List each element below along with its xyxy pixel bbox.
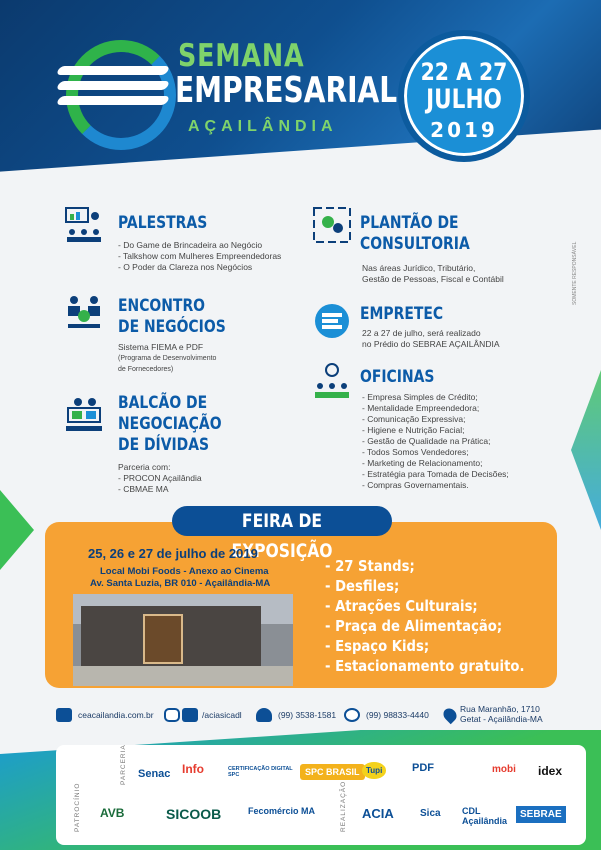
text-line: Nas áreas Jurídico, Tributário,	[362, 263, 476, 273]
list-item: - Gestão de Qualidade na Prática;	[362, 436, 491, 446]
logo-cdl: CDL Açailândia	[462, 806, 508, 826]
logo-tupi: Tupi	[362, 762, 386, 779]
consulting-icon	[312, 206, 352, 244]
plantao-title-2: CONSULTORIA	[360, 234, 470, 254]
title-empresarial: EMPRESARIAL	[175, 70, 398, 111]
palestras-list	[118, 240, 281, 273]
logo-fecomercio: Fecomércio MA	[248, 806, 316, 816]
palestras-title: PALESTRAS	[118, 213, 208, 233]
empretec-text	[362, 328, 500, 350]
date-month: JULHO	[426, 84, 502, 115]
label-parceria: PARCERIA	[120, 744, 127, 785]
list-item: - Mentalidade Empreendedora;	[362, 403, 480, 413]
social-text: /aciasicadl	[202, 710, 242, 720]
feira-date: 25, 26 e 27 de julho de 2019	[88, 546, 258, 561]
list-item: - Espaço Kids;	[325, 637, 430, 655]
balcao-title-2: NEGOCIAÇÃO	[118, 414, 222, 434]
text-line: no Prédio do SEBRAE AÇAILÂNDIA	[362, 339, 500, 349]
list-item: - Desfiles;	[325, 577, 400, 595]
date-days: 22 A 27	[420, 58, 508, 86]
location-pin-icon	[441, 706, 459, 724]
text-line: Gestão de Pessoas, Fiscal e Contábil	[362, 274, 504, 284]
list-item: - Comunicação Expressiva;	[362, 414, 466, 424]
instagram-icon	[164, 708, 180, 722]
whatsapp-text: (99) 98833-4440	[366, 710, 429, 720]
logo-acia: ACIA	[362, 806, 394, 821]
list-item: - O Poder da Clareza nos Negócios	[118, 262, 253, 272]
address-line-1: Rua Maranhão, 1710	[460, 704, 540, 714]
date-badge	[398, 30, 530, 162]
oficinas-list	[362, 392, 509, 491]
presentation-icon	[64, 206, 104, 244]
list-item: - Estacionamento gratuito.	[325, 657, 525, 675]
workshop-icon	[312, 362, 352, 400]
text-line: (Programa de Desenvolvimento	[118, 355, 217, 362]
list-item: - 27 Stands;	[325, 557, 415, 575]
plantao-title-1: PLANTÃO DE	[360, 213, 459, 233]
balcao-title-3: DE DÍVIDAS	[118, 435, 210, 455]
event-logo-lines	[58, 66, 168, 126]
list-item: - Empresa Simples de Crédito;	[362, 392, 478, 402]
logo-info: Info	[182, 762, 204, 776]
logo-mobi: mobi	[492, 764, 516, 775]
list-item: - Praça de Alimentação;	[325, 617, 503, 635]
contact-address[interactable]	[444, 702, 574, 728]
logo-sebrae: SEBRAE	[516, 806, 566, 823]
negotiation-desk-icon	[64, 396, 104, 434]
empretec-logo-icon	[312, 302, 352, 340]
contact-phone[interactable]	[256, 702, 346, 728]
feira-title-text: FEIRA DE EXPOSIÇÃO	[231, 510, 333, 562]
encontro-title-2: DE NEGÓCIOS	[118, 317, 226, 337]
address-line-2: Getat - Açailândia-MA	[460, 714, 543, 724]
list-item: - Higiene e Nutrição Facial;	[362, 425, 465, 435]
logo-certificacao: CERTIFICAÇÃO DIGITAL SPC	[228, 766, 293, 778]
right-decoration	[571, 370, 601, 530]
list-item: - Marketing de Relacionamento;	[362, 458, 483, 468]
left-decoration	[0, 490, 34, 570]
side-note: SOMENTE RESPONSÁVEL	[572, 241, 578, 305]
logo-spc: SPC BRASIL	[300, 764, 365, 780]
phone-icon	[256, 708, 272, 722]
contact-social[interactable]	[164, 702, 254, 728]
oficinas-title: OFICINAS	[360, 367, 435, 387]
title-semana: SEMANA	[178, 38, 305, 74]
encontro-title-1: ENCONTRO	[118, 296, 206, 316]
text-line: - PROCON Açailândia	[118, 473, 202, 483]
contact-website[interactable]	[56, 702, 166, 728]
text-line: 22 a 27 de julho, será realizado	[362, 328, 481, 338]
logo-senac: Senac	[138, 768, 171, 780]
phone-text: (99) 3538-1581	[278, 710, 337, 720]
list-item: - Estratégia para Tomada de Decisões;	[362, 469, 509, 479]
facebook-icon	[182, 708, 198, 722]
logo-idex: idex	[538, 764, 563, 778]
list-item: - Talkshow com Mulheres Empreendedoras	[118, 251, 282, 261]
feira-list	[325, 556, 552, 676]
feira-location-1: Local Mobi Foods - Anexo ao Cinema	[100, 566, 269, 577]
list-item: - Atrações Culturais;	[325, 597, 478, 615]
balcao-title-1: BALCÃO DE	[118, 393, 208, 413]
text-line: Parceria com:	[118, 462, 171, 472]
text-line: de Fornecedores)	[118, 366, 174, 373]
logo-sicoob: SICOOB	[166, 806, 222, 822]
contact-whatsapp[interactable]	[344, 702, 444, 728]
whatsapp-icon	[344, 708, 360, 722]
date-year: 2019	[430, 118, 498, 142]
partners-panel	[56, 745, 586, 845]
label-realizacao: REALIZAÇÃO	[340, 780, 347, 832]
list-item: - Todos Somos Vendedores;	[362, 447, 469, 457]
web-icon	[56, 708, 72, 722]
empretec-title: EMPRETEC	[360, 304, 444, 324]
balcao-text	[118, 462, 202, 495]
text-line: Sistema FIEMA e PDF	[118, 342, 204, 352]
website-text: ceacailandia.com.br	[78, 710, 154, 720]
label-patrocinio: PATROCÍNIO	[74, 782, 81, 832]
logo-pdf: PDF	[412, 762, 434, 774]
plantao-text	[362, 263, 504, 285]
list-item: - Compras Governamentais.	[362, 480, 469, 490]
logo-sica: Sica	[420, 808, 441, 819]
encontro-text	[118, 342, 216, 375]
list-item: - Do Game de Brincadeira ao Negócio	[118, 240, 263, 250]
title-city: AÇAILÂNDIA	[188, 118, 338, 135]
logo-avb: AVB	[100, 806, 125, 820]
venue-photo	[73, 594, 293, 686]
business-meeting-icon	[64, 292, 104, 330]
feira-location-2: Av. Santa Luzia, BR 010 - Açailândia-MA	[90, 578, 271, 589]
text-line: - CBMAE MA	[118, 484, 169, 494]
